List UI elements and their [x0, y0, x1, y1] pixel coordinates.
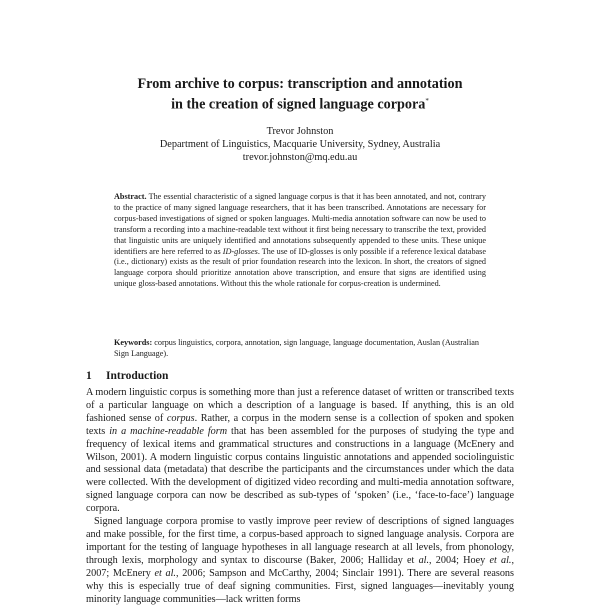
p1-text-c: that has been assembled for the purposes of studying the type and frequency of lexical items and grammatical structures and constructions in a language (McEnery and Wilson, 2001). A modern linguistic corpus contains linguistic annotations and appended sociolinguistic and sessional data (metadata) that describe the participants and the circumstances under which the data were collected. With the development of digitized video recording and multi-media annotation software, signed language corpora can now be described as sub-types of ‘spoken’ (i.e., ‘face-to-face’) language corpora.	[86, 425, 514, 515]
paper-title	[100, 76, 500, 114]
keywords-text: corpus linguistics, corpora, annotation, sign language, language documentation, Auslan (Australian Sign Language).	[114, 338, 479, 358]
p2-text-c: , 2007; McEnery	[86, 554, 514, 579]
keywords-label: Keywords:	[114, 338, 153, 347]
section-title: Introduction	[106, 370, 169, 382]
abstract-label: Abstract.	[114, 192, 147, 201]
paragraph-1	[86, 387, 514, 516]
p1-term-machine-readable: in a machine-readable form	[109, 425, 228, 437]
title-line-2-text: in the creation of signed language corpora	[171, 96, 426, 113]
p1-text-b: . Rather, a corpus in the modern sense is a collection of spoken and spoken texts	[86, 412, 514, 437]
abstract-text-2: . The use of ID-glosses is only possible if a reference lexical database (i.e., dictionary) exists as the result of prior foundation research into the lexicon. In short, the creators of signed language corpora should prioritize annotation above transcription, and ensure that signs are identified using unique gloss-based annotations. Without this the whole rationale for corpus-creation is undermined.	[114, 246, 486, 289]
section-number: 1	[86, 370, 92, 382]
section-heading	[86, 370, 516, 382]
p1-text-a: A modern linguistic corpus is something more than just a reference dataset of written or transcribed texts of a particular language on which a description of a language is based. If anything, this is an old fashioned sense of	[86, 387, 514, 424]
abstract-text-1: The essential characteristic of a signed language corpus is that it has been annotated, and not, contrary to the practice of many signed language researchers, that it has been transcribed. Annotations are necessary for corpus-based investigations of signed or spoken languages. Multi-media annotation software can now be used to transform a recording into a machine-readable text without it first being necessary to transcribe the text, provided that linguistic units are uniquely identified and annotations subsequently appended to these units. These unique identifiers are here referred to as	[114, 192, 486, 256]
author-name: Trevor Johnston	[266, 126, 334, 137]
p2-text-a: Signed language corpora promise to vastly improve peer review of descriptions of signed languages and make possible, for the first time, a corpus-based approach to signed language analysis. Corpora are important for the testing of language hypotheses in all language research at all levels, from phonology, through lexis, morphology and syntax to discourse (Baker, 2006; Halliday et	[86, 516, 514, 566]
body-text	[86, 387, 514, 606]
keywords	[114, 338, 486, 360]
abstract-term: ID-glosses	[222, 246, 258, 256]
author-affiliation: Department of Linguistics, Macquarie University, Sydney, Australia	[159, 139, 441, 150]
p2-etal-3: et al.	[154, 567, 176, 579]
p1-term-corpus: corpus	[166, 412, 195, 424]
paragraph-2	[86, 516, 514, 606]
title-line-2	[100, 93, 500, 114]
p2-etal-2: et al.	[489, 554, 512, 566]
title-footnote-mark: *	[425, 97, 429, 105]
p2-text-b: , 2004; Hoey	[429, 554, 490, 566]
title-line-1: From archive to corpus: transcription and annotation	[137, 76, 463, 92]
p2-text-d: , 2006; Sampson and McCarthy, 2004; Sinclair 1991). There are several reasons why this is especially true of deaf signing communities. First, signed languages—inevitably young minority language communities—lack written forms	[86, 567, 514, 605]
author-block	[100, 125, 500, 164]
abstract	[114, 192, 486, 290]
author-email: trevor.johnston@mq.edu.au	[242, 152, 358, 163]
p2-etal-1: al.	[418, 554, 430, 566]
